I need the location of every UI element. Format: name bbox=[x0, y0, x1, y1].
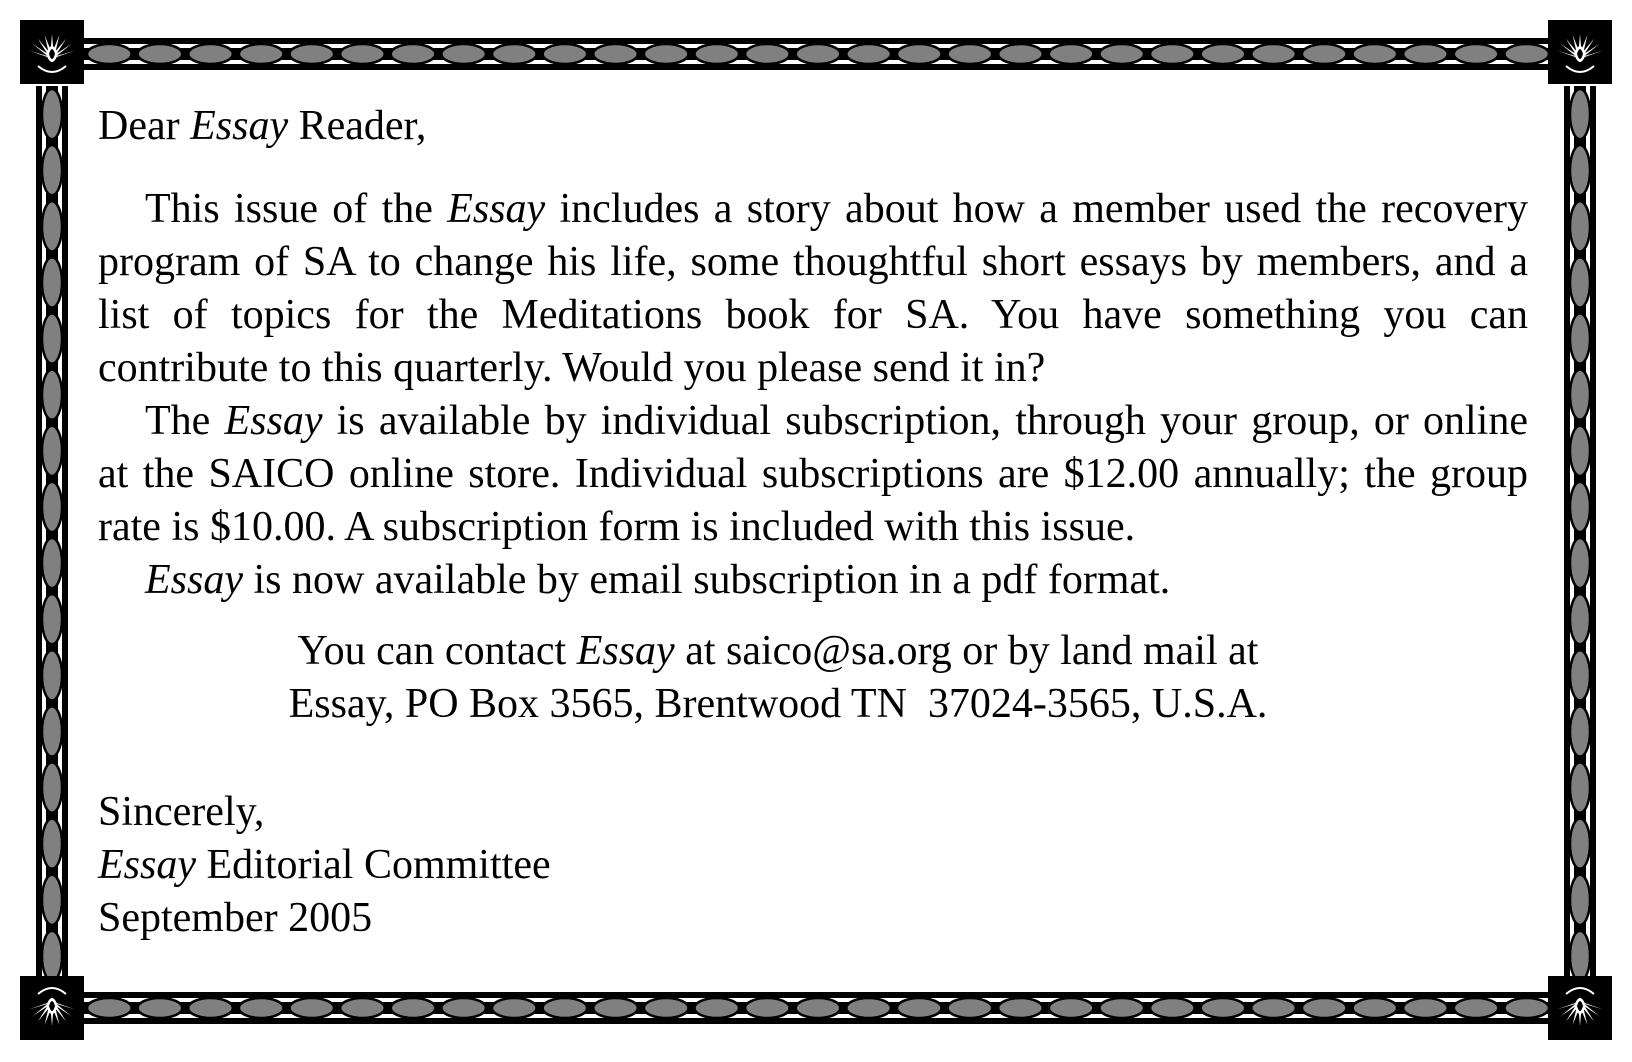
border-oval bbox=[340, 998, 385, 1018]
border-oval bbox=[1570, 89, 1590, 139]
border-oval bbox=[42, 257, 62, 307]
border-oval bbox=[1353, 998, 1398, 1018]
corner-ornament-icon bbox=[1548, 976, 1612, 1040]
border-oval bbox=[1403, 44, 1448, 64]
border-oval bbox=[1302, 998, 1347, 1018]
border-oval bbox=[289, 998, 334, 1018]
border-oval bbox=[948, 44, 993, 64]
paragraph2-publication-name: Essay bbox=[224, 398, 323, 444]
border-oval bbox=[42, 594, 62, 644]
paragraph-email-subscription bbox=[98, 554, 1528, 607]
border-oval bbox=[1099, 998, 1144, 1018]
border-bottom-band bbox=[84, 992, 1552, 1024]
letter bbox=[98, 100, 1528, 945]
signoff-closing: Sincerely, bbox=[98, 789, 265, 835]
border-oval bbox=[1570, 819, 1590, 869]
signoff-committee-post: Editorial Committee bbox=[196, 842, 551, 888]
border-oval bbox=[42, 931, 62, 981]
border-oval bbox=[1570, 538, 1590, 588]
border-oval bbox=[1099, 44, 1144, 64]
border-oval bbox=[1570, 482, 1590, 532]
border-left-band bbox=[36, 86, 68, 984]
paragraph3-part2: is now available by email subscription in a pdf format. bbox=[243, 557, 1171, 603]
border-oval bbox=[138, 44, 183, 64]
border-oval bbox=[644, 998, 689, 1018]
border-oval bbox=[1454, 44, 1499, 64]
border-oval bbox=[1570, 145, 1590, 195]
paragraph2-part2: is available by individual subscription, through your group, or online at the SAICO online store. Individual subscriptions are $12.00 annually; the group rate is $10.00. A subscription form is included with this issue. bbox=[98, 398, 1528, 550]
border-oval bbox=[1570, 594, 1590, 644]
border-oval bbox=[593, 44, 638, 64]
border-right-band bbox=[1564, 86, 1596, 984]
border-oval bbox=[745, 44, 790, 64]
border-oval bbox=[1251, 44, 1296, 64]
border-oval bbox=[42, 314, 62, 364]
border-oval bbox=[846, 998, 891, 1018]
border-oval bbox=[1504, 998, 1549, 1018]
border-oval bbox=[1353, 44, 1398, 64]
border-oval bbox=[846, 44, 891, 64]
contact-line1-post: at saico@sa.org or by land mail at bbox=[674, 628, 1259, 674]
border-oval bbox=[87, 44, 132, 64]
corner-ornament-icon bbox=[1548, 20, 1612, 84]
border-oval bbox=[796, 44, 841, 64]
border-oval bbox=[42, 650, 62, 700]
border-oval bbox=[1049, 998, 1094, 1018]
contact-line-2-address: Essay, PO Box 3565, Brentwood TN 37024-3565, U.S.A. bbox=[288, 681, 1268, 727]
border-oval bbox=[391, 44, 436, 64]
border-oval bbox=[1570, 931, 1590, 981]
signoff-publication-name: Essay bbox=[98, 842, 196, 888]
border-oval bbox=[441, 44, 486, 64]
paragraph1-publication-name: Essay bbox=[447, 186, 546, 232]
corner-ornament-icon bbox=[20, 976, 84, 1040]
border-oval bbox=[1201, 998, 1246, 1018]
border-oval bbox=[42, 538, 62, 588]
border-oval bbox=[289, 44, 334, 64]
border-oval bbox=[948, 998, 993, 1018]
border-oval bbox=[694, 44, 739, 64]
border-oval bbox=[694, 998, 739, 1018]
border-oval bbox=[42, 370, 62, 420]
border-oval bbox=[239, 44, 284, 64]
paragraph-subscription bbox=[98, 395, 1528, 554]
border-oval bbox=[897, 998, 942, 1018]
border-oval bbox=[998, 998, 1043, 1018]
border-top-band bbox=[84, 38, 1552, 70]
border-oval bbox=[340, 44, 385, 64]
salutation-publication-name: Essay bbox=[190, 103, 289, 149]
border-oval bbox=[1570, 650, 1590, 700]
signoff-committee bbox=[98, 839, 1528, 892]
border-oval bbox=[1570, 257, 1590, 307]
border-oval bbox=[42, 482, 62, 532]
corner-ornament-icon bbox=[20, 20, 84, 84]
paragraph-issue-contents bbox=[98, 183, 1528, 395]
border-oval bbox=[492, 998, 537, 1018]
border-oval bbox=[42, 706, 62, 756]
border-oval bbox=[1570, 314, 1590, 364]
paragraph2-part1: The bbox=[145, 398, 225, 444]
border-oval bbox=[1504, 44, 1549, 64]
border-oval bbox=[1570, 370, 1590, 420]
border-oval bbox=[87, 998, 132, 1018]
border-oval bbox=[1570, 706, 1590, 756]
border-oval bbox=[1570, 763, 1590, 813]
border-oval bbox=[492, 44, 537, 64]
border-oval bbox=[1570, 201, 1590, 251]
border-oval bbox=[1403, 998, 1448, 1018]
signoff-date: September 2005 bbox=[98, 895, 373, 941]
contact-line1-pre: You can contact bbox=[297, 628, 577, 674]
border-oval bbox=[1454, 998, 1499, 1018]
border-oval bbox=[796, 998, 841, 1018]
border-oval bbox=[1302, 44, 1347, 64]
border-oval bbox=[42, 426, 62, 476]
border-oval bbox=[1570, 875, 1590, 925]
border-oval bbox=[1251, 998, 1296, 1018]
salutation bbox=[98, 100, 1528, 153]
border-oval bbox=[745, 998, 790, 1018]
border-oval bbox=[42, 763, 62, 813]
border-oval bbox=[543, 44, 588, 64]
border-oval bbox=[188, 44, 233, 64]
border-oval bbox=[42, 89, 62, 139]
paragraph3-publication-name: Essay bbox=[145, 557, 243, 603]
salutation-pre: Dear bbox=[98, 103, 191, 149]
contact-block bbox=[98, 625, 1528, 731]
border-oval bbox=[42, 875, 62, 925]
paragraph1-part2: includes a story about how a member used the recovery program of SA to change his life, some thoughtful short essays by members, and a list of topics for the Meditations book for SA. You have something you can contribute to this quarterly. Would you please send it in? bbox=[98, 186, 1528, 391]
border-oval bbox=[543, 998, 588, 1018]
border-oval bbox=[441, 998, 486, 1018]
border-oval bbox=[138, 998, 183, 1018]
border-oval bbox=[1049, 44, 1094, 64]
border-oval bbox=[1150, 44, 1195, 64]
salutation-post: Reader, bbox=[288, 103, 427, 149]
border-oval bbox=[1201, 44, 1246, 64]
border-oval bbox=[42, 819, 62, 869]
contact-publication-name: Essay bbox=[576, 628, 675, 674]
paragraph1-part1: This issue of the bbox=[145, 186, 448, 232]
border-oval bbox=[239, 998, 284, 1018]
border-oval bbox=[42, 201, 62, 251]
border-oval bbox=[998, 44, 1043, 64]
border-oval bbox=[593, 998, 638, 1018]
border-oval bbox=[1570, 426, 1590, 476]
border-oval bbox=[188, 998, 233, 1018]
border-oval bbox=[897, 44, 942, 64]
border-oval bbox=[42, 145, 62, 195]
border-oval bbox=[1150, 998, 1195, 1018]
signoff-block bbox=[98, 786, 1528, 945]
contact-line-1 bbox=[98, 625, 1458, 678]
border-oval bbox=[644, 44, 689, 64]
border-oval bbox=[391, 998, 436, 1018]
